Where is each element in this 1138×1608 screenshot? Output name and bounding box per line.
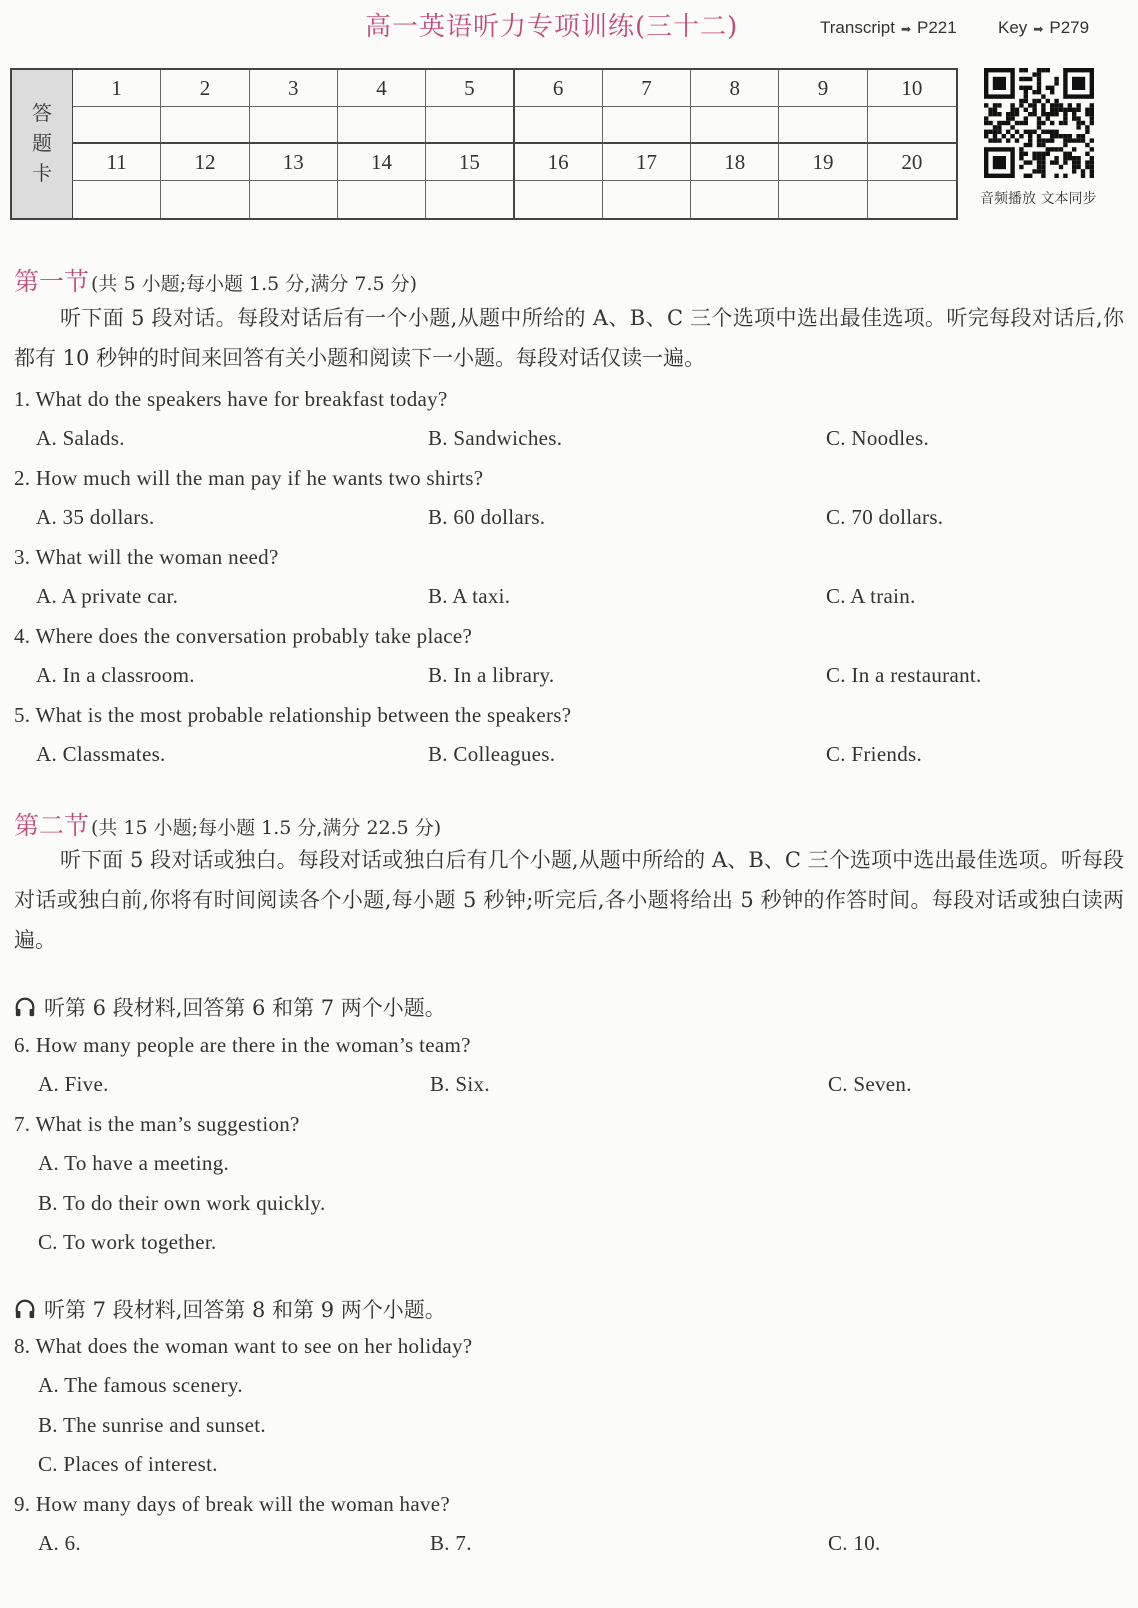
material7-instruction bbox=[14, 1294, 446, 1324]
question-7: 7. What is the man’s suggestion? bbox=[14, 1112, 300, 1136]
question-number-cell: 6 bbox=[515, 70, 603, 107]
option-b: B. Colleagues. bbox=[428, 742, 556, 766]
question-number-cell: 20 bbox=[868, 144, 956, 181]
transcript-label: Transcript bbox=[820, 18, 895, 37]
option-c: C. To work together. bbox=[38, 1230, 217, 1254]
option-b: B. The sunrise and sunset. bbox=[38, 1413, 266, 1437]
qr-code-icon[interactable] bbox=[984, 68, 1094, 178]
section2-info: (共 15 小题;每小题 1.5 分,满分 22.5 分) bbox=[91, 817, 442, 839]
option-c: C. Noodles. bbox=[826, 426, 930, 450]
label-char: 卡 bbox=[32, 163, 52, 185]
question-number-cell: 4 bbox=[338, 70, 426, 107]
option-b: B. To do their own work quickly. bbox=[38, 1191, 326, 1215]
question-5: 5. What is the most probable relationship between the speakers? bbox=[14, 703, 572, 727]
question-number-cell: 11 bbox=[73, 144, 161, 181]
section1-info: (共 5 小题;每小题 1.5 分,满分 7.5 分) bbox=[91, 273, 418, 295]
option-a: A. To have a meeting. bbox=[38, 1151, 230, 1175]
answer-grid bbox=[73, 70, 956, 218]
answer-cell[interactable] bbox=[73, 107, 161, 144]
answer-cell[interactable] bbox=[779, 107, 867, 144]
question-number-cell: 3 bbox=[250, 70, 338, 107]
section1-instruction: 听下面 5 段对话。每段对话后有一个小题,从题中所给的 A、B、C 三个选项中选出最佳选项。听完每段对话后,你都有 10 秒钟的时间来回答有关小题和阅读下一小题。每段对话仅读一遍。 bbox=[14, 306, 1124, 370]
headphones-icon bbox=[14, 996, 36, 1018]
question-9: 9. How many days of break will the woman have? bbox=[14, 1492, 451, 1516]
question-4: 4. Where does the conversation probably take place? bbox=[14, 624, 473, 648]
question-number-cell: 7 bbox=[603, 70, 691, 107]
option-a: A. In a classroom. bbox=[36, 663, 195, 687]
answer-cell[interactable] bbox=[868, 181, 956, 218]
answer-cell[interactable] bbox=[250, 107, 338, 144]
question-number-cell: 10 bbox=[868, 70, 956, 107]
question-8: 8. What does the woman want to see on her holiday? bbox=[14, 1334, 473, 1358]
question-number-cell: 2 bbox=[161, 70, 249, 107]
label-char: 答 bbox=[32, 103, 52, 125]
option-c: C. 70 dollars. bbox=[826, 505, 944, 529]
question-number-cell: 9 bbox=[779, 70, 867, 107]
question-number-cell: 19 bbox=[779, 144, 867, 181]
answer-sheet-label bbox=[12, 70, 73, 218]
option-c: C. Places of interest. bbox=[38, 1452, 218, 1476]
answer-sheet bbox=[10, 68, 958, 220]
transcript-ref bbox=[820, 18, 957, 38]
question-number-cell: 1 bbox=[73, 70, 161, 107]
question-number-cell: 8 bbox=[691, 70, 779, 107]
key-page: P279 bbox=[1049, 18, 1090, 37]
option-b: B. Six. bbox=[430, 1072, 490, 1096]
option-a: A. A private car. bbox=[36, 584, 179, 608]
section1-heading bbox=[14, 262, 417, 298]
material6-instruction bbox=[14, 992, 446, 1022]
question-1: 1. What do the speakers have for breakfast today? bbox=[14, 387, 448, 411]
question-number-cell: 18 bbox=[691, 144, 779, 181]
section2-instruction: 听下面 5 段对话或独白。每段对话或独白后有几个小题,从题中所给的 A、B、C 三个选项中选出最佳选项。听每段对话或独白前,你将有时间阅读各个小题,每小题 5 秒钟;听完后,各小题将给出 5 秒钟的作答时间。每段对话或独白读两遍。 bbox=[14, 848, 1124, 952]
option-a: A. Classmates. bbox=[36, 742, 166, 766]
section2-heading bbox=[14, 806, 441, 842]
answer-cell[interactable] bbox=[426, 181, 514, 218]
option-c: C. A train. bbox=[826, 584, 916, 608]
answer-cell[interactable] bbox=[691, 107, 779, 144]
qr-caption: 音频播放 文本同步 bbox=[980, 191, 1097, 207]
answer-cell[interactable] bbox=[603, 181, 691, 218]
answer-cell[interactable] bbox=[426, 107, 514, 144]
answer-cell[interactable] bbox=[691, 181, 779, 218]
question-number-cell: 5 bbox=[426, 70, 514, 107]
section2-name: 第二节 bbox=[14, 811, 90, 840]
option-c: C. Friends. bbox=[826, 742, 923, 766]
arrow-right-icon: ➡ bbox=[900, 22, 912, 36]
question-number-cell: 12 bbox=[161, 144, 249, 181]
question-2: 2. How much will the man pay if he wants two shirts? bbox=[14, 466, 484, 490]
key-ref bbox=[998, 18, 1089, 38]
question-3: 3. What will the woman need? bbox=[14, 545, 279, 569]
option-a: A. Salads. bbox=[36, 426, 125, 450]
arrow-right-icon: ➡ bbox=[1033, 22, 1044, 36]
answer-cell[interactable] bbox=[338, 181, 426, 218]
option-b: B. 60 dollars. bbox=[428, 505, 546, 529]
label-char: 题 bbox=[32, 133, 52, 155]
question-number-cell: 14 bbox=[338, 144, 426, 181]
option-b: B. 7. bbox=[430, 1531, 472, 1555]
option-c: C. Seven. bbox=[828, 1072, 912, 1096]
option-c: C. 10. bbox=[828, 1531, 881, 1555]
answer-cell[interactable] bbox=[515, 107, 603, 144]
option-a: A. 6. bbox=[38, 1531, 81, 1555]
option-b: B. Sandwiches. bbox=[428, 426, 563, 450]
answer-cell[interactable] bbox=[338, 107, 426, 144]
answer-cell[interactable] bbox=[161, 181, 249, 218]
answer-cell[interactable] bbox=[868, 107, 956, 144]
section1-name: 第一节 bbox=[14, 267, 90, 296]
question-number-cell: 15 bbox=[426, 144, 514, 181]
material7-text: 听第 7 段材料,回答第 8 和第 9 两个小题。 bbox=[44, 1298, 446, 1322]
option-b: B. In a library. bbox=[428, 663, 555, 687]
key-label: Key bbox=[998, 18, 1028, 37]
option-a: A. The famous scenery. bbox=[38, 1373, 243, 1397]
page-title: 高一英语听力专项训练(三十二) bbox=[365, 12, 739, 42]
answer-cell[interactable] bbox=[73, 181, 161, 218]
question-number-cell: 17 bbox=[603, 144, 691, 181]
material6-text: 听第 6 段材料,回答第 6 和第 7 两个小题。 bbox=[44, 996, 446, 1020]
answer-cell[interactable] bbox=[161, 107, 249, 144]
answer-cell[interactable] bbox=[515, 181, 603, 218]
option-c: C. In a restaurant. bbox=[826, 663, 982, 687]
answer-cell[interactable] bbox=[779, 181, 867, 218]
transcript-page: P221 bbox=[917, 18, 957, 37]
question-6: 6. How many people are there in the woman’s team? bbox=[14, 1033, 471, 1057]
headphones-icon bbox=[14, 1298, 36, 1320]
answer-cell[interactable] bbox=[603, 107, 691, 144]
option-a: A. Five. bbox=[38, 1072, 109, 1096]
answer-cell[interactable] bbox=[250, 181, 338, 218]
option-b: B. A taxi. bbox=[428, 584, 511, 608]
option-a: A. 35 dollars. bbox=[36, 505, 155, 529]
question-number-cell: 13 bbox=[250, 144, 338, 181]
question-number-cell: 16 bbox=[515, 144, 603, 181]
